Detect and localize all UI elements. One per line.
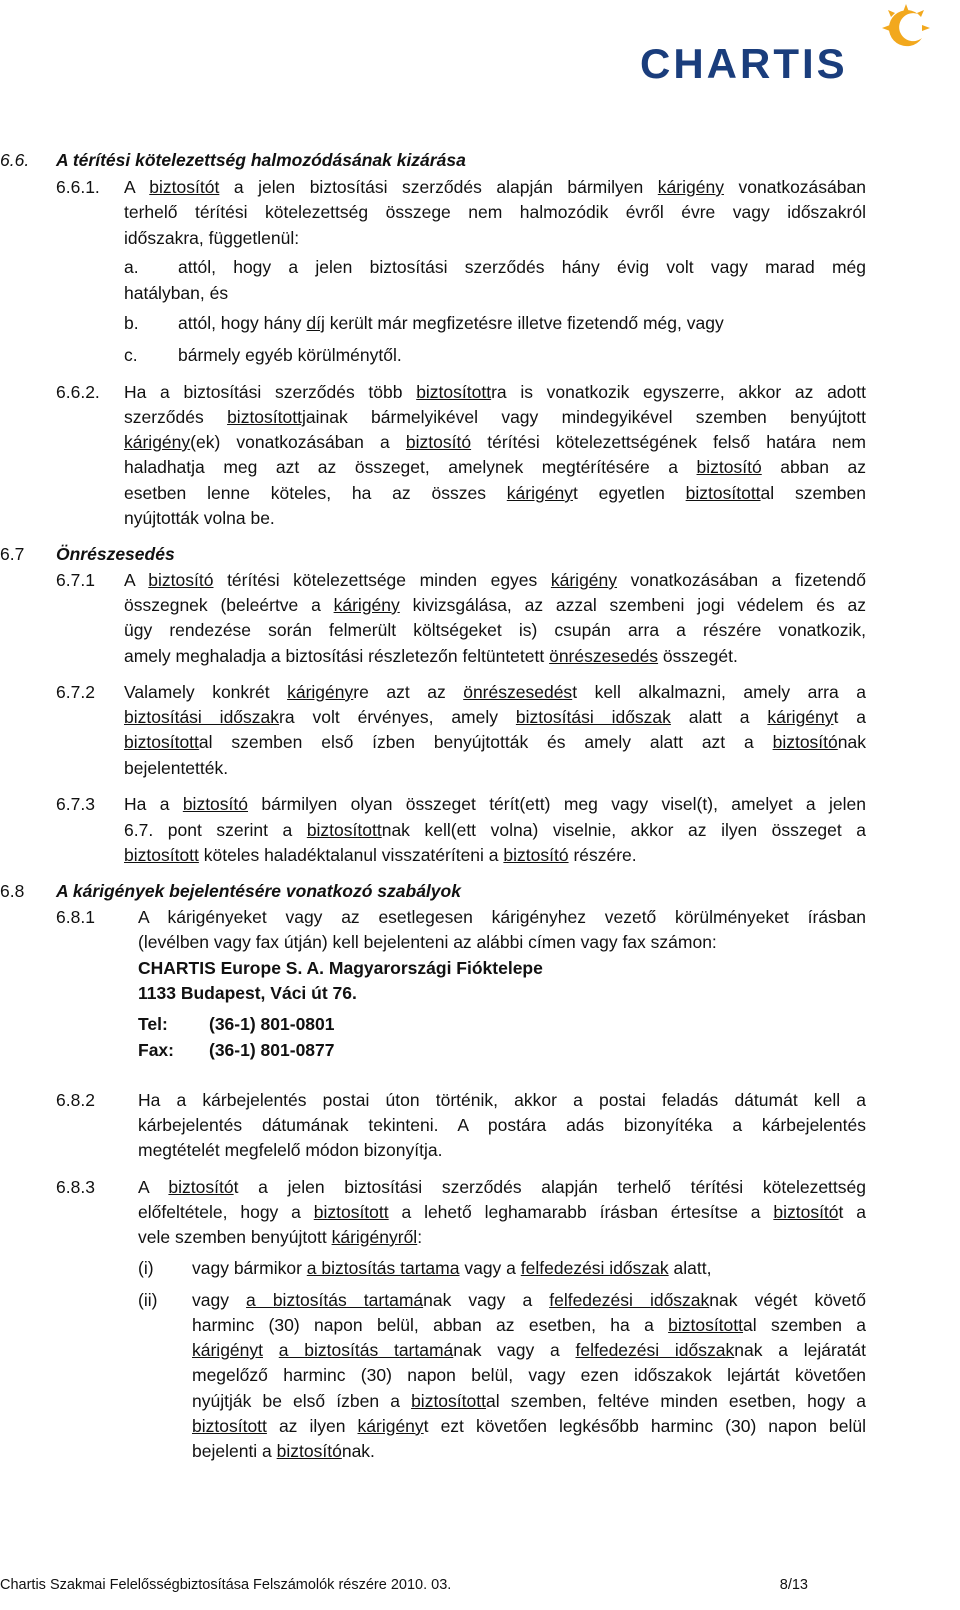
clause-number: 6.8.2 [56,1090,95,1110]
paragraph-line: esetben lenne köteles, ha az összes kárigényt egyetlen biztosítottal szemben [124,483,867,503]
paragraph-line: megtételét megfelelő módon bizonyítja. [138,1140,443,1160]
sun-icon [878,0,934,56]
paragraph-line: A biztosító térítési kötelezettsége minden egyes kárigény vonatkozásában a fizetendő [124,570,866,590]
paragraph-line: haladhatja meg azt az összeget, amelynek megtérítésére a biztosító abban az [124,457,866,477]
clause-number: 6.7.1 [56,570,95,590]
paragraph-line: Valamely konkrét kárigényre azt az önrészesedést kell alkalmazni, amely arra a [124,682,866,702]
address-line: CHARTIS Europe S. A. Magyarországi Fióktelepe [138,958,543,978]
paragraph-line: Ha a biztosítási szerződés több biztosítottra is vonatkozik egyszerre, akkor az adott [124,382,867,402]
paragraph-line: kárigény(ek) vonatkozásában a biztosító térítési kötelezettségének felső határa nem [124,432,866,452]
clause-number: 6.7.2 [56,682,95,702]
paragraph-line: ügy rendezése során felmerült költségeket is) csupán arra a részére vonatkozik, [124,620,866,640]
page-number: 8/13 [779,1577,808,1593]
logo-wordmark: CHARTIS [640,40,848,87]
clause-number: 6.8.3 [56,1177,95,1197]
paragraph-line: A biztosítót a jelen biztosítási szerződés alapján terhelő térítési kötelezettség [138,1177,866,1197]
list-item-line: hatályban, és [124,283,229,303]
paragraph-line: (levélben vagy fax útján) kell bejelenteni az alábbi címen vagy fax számon: [138,932,717,952]
list-marker: a. [124,257,139,277]
list-marker: b. [124,313,139,333]
list-item-line: biztosított az ilyen kárigényt ezt követően legkésőbb harminc (30) napon belül [192,1416,866,1436]
list-item-line: harminc (30) napon belül, abban az esetben, ha a biztosítottal szemben a [192,1315,866,1335]
list-item-line: megelőző harminc (30) napon belül, vagy ezen időszakok lejártát követően [192,1365,866,1385]
paragraph-line: vele szemben benyújtott kárigényről: [138,1227,423,1247]
section-title: A kárigények bejelentésére vonatkozó szabályok [56,881,461,901]
list-marker: (ii) [138,1290,158,1310]
footer-document-title: Chartis Szakmai Felelősségbiztosítása Felszámolók részére 2010. 03. [0,1577,452,1593]
list-item-line: attól, hogy a jelen biztosítási szerződés hány évig volt vagy marad még [178,257,866,277]
list-item-line: attól, hogy hány díj került már megfizetésre illetve fizetendő még, vagy [178,313,724,333]
paragraph-line: terhelő térítési kötelezettség összege nem halmozódik évről évre vagy időszakról [124,202,866,222]
page-footer [0,1577,808,1593]
section-title: A térítési kötelezettség halmozódásának kizárása [56,150,466,170]
paragraph-line: biztosított köteles haladéktalanul visszatéríteni a biztosító részére. [124,845,637,865]
paragraph-line: biztosítottal szemben első ízben benyújtották és amely alatt azt a biztosítónak [124,732,866,752]
list-item-line: bármely egyéb körülménytől. [178,345,402,365]
paragraph-line: Ha a kárbejelentés postai úton történik, akkor a postai feladás dátumát kell a [138,1090,866,1110]
clause-number: 6.7.3 [56,794,95,814]
paragraph-line: A biztosítót a jelen biztosítási szerződés alapján bármilyen kárigény vonatkozásában [124,177,866,197]
tel-label: Tel: [138,1014,168,1034]
paragraph-line: kárbejelentés dátumának tekinteni. A postára adás bizonyítéka a kárbejelentés [138,1115,866,1135]
list-item-line: vagy bármikor a biztosítás tartama vagy a felfedezési időszak alatt, [192,1258,712,1278]
clause-number: 6.8.1 [56,907,95,927]
list-item-line: nyújtják be első ízben a biztosítottal szemben, feltéve minden esetben, hogy a [192,1391,866,1411]
paragraph-line: Ha a biztosító bármilyen olyan összeget térít(ett) meg vagy visel(t), amelyet a jelen [124,794,867,814]
section-number: 6.6. [0,150,30,170]
section-number: 6.7 [0,544,25,564]
paragraph-line: időszakra, függetlenül: [124,228,300,248]
list-item-line: kárigényt a biztosítás tartamának vagy a felfedezési időszaknak a lejáratát [192,1340,866,1360]
chartis-logo [640,0,940,90]
fax-value: (36-1) 801-0877 [209,1040,335,1060]
paragraph-line: összegnek (beleértve a kárigény kivizsgálása, az azzal szembeni jogi védelem és az [124,595,866,615]
paragraph-line: 6.7. pont szerint a biztosítottnak kell(ett volna) viselnie, akkor az ilyen összeget a [124,820,866,840]
list-marker: c. [124,345,138,365]
tel-value: (36-1) 801-0801 [209,1014,335,1034]
list-item-line: bejelenti a biztosítónak. [192,1441,375,1461]
paragraph-line: A kárigényeket vagy az esetlegesen kárigényhez vezető körülményeket írásban [138,907,866,927]
paragraph-line: előfeltétele, hogy a biztosított a lehető leghamarabb írásban értesítse a biztosítót a [138,1202,866,1222]
clause-number: 6.6.2. [56,382,100,402]
section-number: 6.8 [0,881,25,901]
paragraph-line: szerződés biztosítottjainak bármelyikével vagy mindegyikével szemben benyújtott [124,407,866,427]
clause-number: 6.6.1. [56,177,100,197]
paragraph-line: amely meghaladja a biztosítási részletezőn feltüntetett önrészesedés összegét. [124,646,738,666]
fax-label: Fax: [138,1040,174,1060]
address-line: 1133 Budapest, Váci út 76. [138,983,357,1003]
paragraph-line: biztosítási időszakra volt érvényes, amely biztosítási időszak alatt a kárigényt a [124,707,867,727]
list-item-line: vagy a biztosítás tartamának vagy a felfedezési időszaknak végét követő [192,1290,866,1310]
paragraph-line: bejelentették. [124,758,229,778]
list-marker: (i) [138,1258,154,1278]
section-title: Önrészesedés [56,544,175,564]
paragraph-line: nyújtották volna be. [124,508,275,528]
